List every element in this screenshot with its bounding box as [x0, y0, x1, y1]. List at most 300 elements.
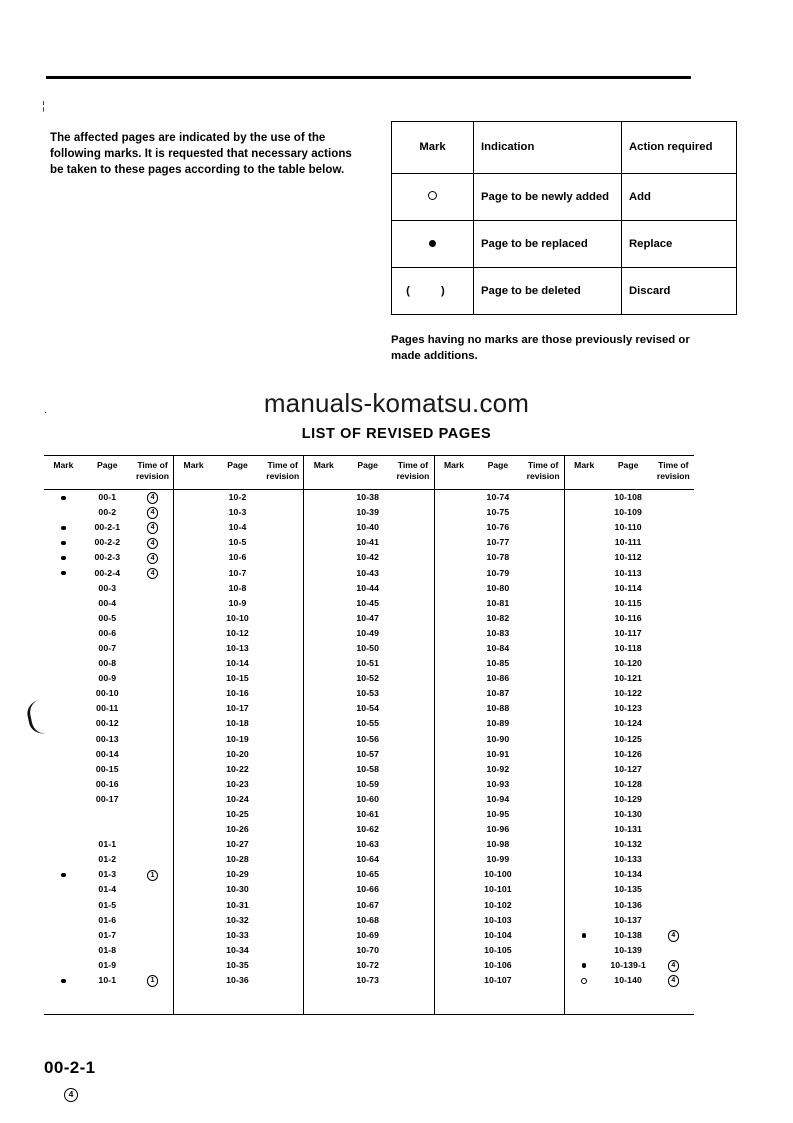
- row-revision-time: [132, 537, 173, 550]
- table-row: [304, 928, 433, 943]
- row-page-number: 00-11: [96, 703, 119, 714]
- table-row: [44, 762, 173, 777]
- table-row: [174, 958, 303, 973]
- row-page-number: 10-61: [356, 809, 380, 820]
- legend-row-add: [392, 174, 737, 221]
- row-page-number: 10-56: [356, 733, 380, 744]
- row-page-number: 10-73: [356, 975, 380, 986]
- table-row: [174, 671, 303, 686]
- row-revision-time: [132, 552, 173, 565]
- row-page-number: 10-32: [226, 914, 249, 925]
- row-page-number: 10-45: [356, 597, 380, 608]
- column-header-time: Time of revision: [136, 460, 169, 481]
- row-revision-time: [132, 521, 173, 534]
- table-row: [174, 581, 303, 596]
- table-row: [304, 777, 433, 792]
- table-row: [304, 656, 433, 671]
- footer-page-number: 00-2-1: [44, 1058, 96, 1077]
- table-row: [304, 716, 433, 731]
- filled-circle-icon: [61, 873, 66, 878]
- table-row: [44, 626, 173, 641]
- filled-circle-icon: [582, 933, 587, 938]
- table-row: [174, 882, 303, 897]
- table-row: [174, 505, 303, 520]
- table-row: [44, 505, 173, 520]
- row-page-number: 00-2-2: [94, 537, 121, 548]
- row-page-number: 00-8: [98, 658, 117, 669]
- table-row: [565, 958, 694, 973]
- row-page-number: 10-19: [226, 733, 249, 744]
- table-row: [174, 626, 303, 641]
- table-row: [435, 701, 564, 716]
- table-row: [565, 716, 694, 731]
- table-row: [174, 490, 303, 505]
- table-row: [565, 822, 694, 837]
- table-row: [44, 943, 173, 958]
- legend-action-replace: Replace: [622, 221, 737, 268]
- row-page-number: 10-106: [484, 959, 512, 970]
- row-page-number: 10-113: [614, 567, 642, 578]
- table-row: [435, 792, 564, 807]
- table-row: [565, 792, 694, 807]
- row-page-number: 01-6: [98, 914, 117, 925]
- table-row: [565, 852, 694, 867]
- row-page-number: 10-125: [614, 733, 642, 744]
- table-row: [304, 898, 433, 913]
- row-page-number: 10-94: [486, 793, 510, 804]
- row-page-number: 10-31: [226, 899, 249, 910]
- row-page-number: 10-90: [486, 733, 510, 744]
- open-circle-icon: [428, 191, 437, 200]
- row-page-number: 10-44: [356, 582, 380, 593]
- row-page-number: 10-67: [356, 899, 380, 910]
- row-page-number: 10-27: [226, 839, 249, 850]
- row-page-number: 10-78: [486, 552, 510, 563]
- revision-circle-icon: 4: [64, 1088, 78, 1102]
- table-row: [44, 898, 173, 913]
- row-page-number: 01-9: [98, 959, 117, 970]
- row-page-number: 10-4: [228, 522, 247, 533]
- row-page-number: 10-7: [228, 567, 247, 578]
- row-page-number: 10-138: [614, 929, 642, 940]
- table-row: [565, 596, 694, 611]
- legend-header-row: [392, 122, 737, 174]
- table-row: [565, 913, 694, 928]
- page-title: LIST OF REVISED PAGES: [301, 426, 492, 442]
- table-row: [44, 837, 173, 852]
- row-page-number: 00-10: [95, 688, 119, 699]
- table-row: [565, 928, 694, 943]
- table-row: [565, 943, 694, 958]
- table-row: [304, 626, 433, 641]
- table-row: [174, 550, 303, 565]
- open-circle-icon: [581, 978, 588, 985]
- row-page-number: 10-131: [614, 824, 642, 835]
- row-page-number: 10-77: [486, 537, 510, 548]
- table-row: [304, 520, 433, 535]
- row-revision-time: [653, 974, 694, 987]
- row-page-number: 10-74: [486, 492, 510, 503]
- table-row: [44, 792, 173, 807]
- table-row: [174, 837, 303, 852]
- table-row: [565, 626, 694, 641]
- row-page-number: 10-124: [614, 718, 642, 729]
- table-row: [565, 656, 694, 671]
- table-row: [435, 641, 564, 656]
- table-row: [565, 777, 694, 792]
- table-row: [435, 611, 564, 626]
- table-row: [435, 928, 564, 943]
- row-page-number: 10-81: [486, 597, 510, 608]
- column-header-time: Time of revision: [656, 460, 690, 481]
- table-row: [304, 535, 433, 550]
- row-page-number: 10-88: [486, 703, 510, 714]
- row-page-number: 10-18: [226, 718, 249, 729]
- row-page-number: 00-5: [98, 612, 117, 623]
- table-row: [435, 565, 564, 580]
- table-row: [174, 535, 303, 550]
- row-page-number: 00-14: [95, 748, 119, 759]
- row-page-number: 10-126: [614, 748, 642, 759]
- row-page-number: 10-100: [484, 869, 512, 880]
- table-row: [174, 701, 303, 716]
- table-row: [44, 882, 173, 897]
- row-mark: [44, 552, 83, 563]
- column-header-row: [44, 456, 173, 490]
- row-page-number: 10-79: [486, 567, 510, 578]
- row-page-number: 10-114: [614, 582, 642, 593]
- table-row: [304, 671, 433, 686]
- table-row: [44, 686, 173, 701]
- row-revision-time: [132, 567, 173, 580]
- row-page-number: 10-5: [228, 537, 247, 548]
- table-row: [304, 973, 433, 988]
- row-page-number: 10-132: [614, 839, 642, 850]
- column-header-mark: Mark: [313, 460, 334, 470]
- row-page-number: 10-62: [356, 824, 380, 835]
- revision-circle-icon: 4: [147, 538, 159, 550]
- row-page-number: 10-83: [486, 627, 510, 638]
- row-page-number: 10-17: [226, 703, 249, 714]
- revised-pages-column: [44, 456, 174, 1014]
- table-row: [304, 913, 433, 928]
- table-row: [565, 807, 694, 822]
- row-page-number: 10-86: [486, 673, 510, 684]
- table-row: [174, 777, 303, 792]
- row-page-number: 10-1: [98, 975, 117, 986]
- row-page-number: 10-54: [356, 703, 380, 714]
- table-row: [304, 792, 433, 807]
- row-page-number: 10-6: [228, 552, 247, 563]
- row-page-number: 10-29: [226, 869, 249, 880]
- row-page-number: 10-42: [356, 552, 380, 563]
- table-row: [435, 596, 564, 611]
- table-row: [565, 581, 694, 596]
- row-page-number: 10-139: [614, 944, 642, 955]
- column-header-page: Page: [357, 460, 378, 470]
- row-page-number: 10-57: [356, 748, 380, 759]
- table-row: [44, 852, 173, 867]
- column-header-page: Page: [227, 460, 248, 470]
- table-row: [435, 913, 564, 928]
- table-row: [174, 928, 303, 943]
- table-row: [435, 882, 564, 897]
- intro-paragraph: The affected pages are indicated by the use of the following marks. It is requested that necessary actions be taken to these pages according to the table below.: [50, 131, 352, 176]
- table-row: [44, 716, 173, 731]
- filled-circle-icon: [61, 571, 66, 576]
- table-row: [435, 716, 564, 731]
- table-row: [174, 656, 303, 671]
- filled-circle-icon: [61, 979, 66, 984]
- table-row: [44, 656, 173, 671]
- table-row: [304, 701, 433, 716]
- row-page-number: 10-16: [226, 688, 249, 699]
- row-page-number: 00-2-4: [94, 567, 121, 578]
- row-page-number: 10-139-1: [610, 959, 646, 970]
- table-row: [565, 641, 694, 656]
- filled-circle-icon: [61, 556, 66, 561]
- row-revision-time: [132, 491, 173, 504]
- table-row: [44, 822, 173, 837]
- revision-circle-icon: 4: [668, 930, 680, 942]
- table-row: [44, 565, 173, 580]
- row-page-number: 10-26: [226, 824, 249, 835]
- table-row: [565, 747, 694, 762]
- filled-circle-icon: [61, 526, 66, 531]
- header-rule: [46, 76, 691, 79]
- table-row: [304, 565, 433, 580]
- table-row: [44, 777, 173, 792]
- row-page-number: 10-13: [226, 642, 249, 653]
- footer-revision: [64, 1084, 78, 1102]
- row-page-number: 00-4: [98, 597, 117, 608]
- row-page-number: 10-134: [614, 869, 642, 880]
- table-row: [435, 550, 564, 565]
- legend-action-discard: Discard: [622, 268, 737, 315]
- table-row: [174, 565, 303, 580]
- table-row: [565, 565, 694, 580]
- table-row: [174, 716, 303, 731]
- table-row: [174, 611, 303, 626]
- row-page-number: 10-128: [614, 778, 642, 789]
- table-row: [435, 490, 564, 505]
- row-page-number: 10-60: [356, 793, 380, 804]
- row-page-number: 10-111: [614, 537, 642, 548]
- revision-circle-icon: 4: [147, 568, 159, 580]
- row-page-number: 10-136: [614, 899, 642, 910]
- row-page-number: 00-16: [95, 778, 119, 789]
- row-page-number: 10-80: [486, 582, 510, 593]
- table-row: [304, 762, 433, 777]
- parentheses-icon: ( ): [392, 268, 474, 315]
- row-page-number: 10-82: [486, 612, 510, 623]
- revised-pages-column: [174, 456, 304, 1014]
- filled-circle-icon: [582, 963, 587, 968]
- row-page-number: 10-66: [356, 884, 380, 895]
- table-row: [565, 671, 694, 686]
- row-page-number: 00-1: [98, 492, 117, 503]
- table-row: [304, 852, 433, 867]
- table-row: [435, 732, 564, 747]
- table-row: [435, 973, 564, 988]
- row-page-number: 10-130: [614, 809, 642, 820]
- row-page-number: 00-9: [98, 673, 117, 684]
- table-row: [174, 852, 303, 867]
- row-page-number: 10-84: [486, 642, 510, 653]
- revision-circle-icon: 4: [147, 553, 159, 565]
- table-row: [44, 520, 173, 535]
- table-row: [435, 867, 564, 882]
- row-page-number: 01-1: [98, 839, 117, 850]
- row-page-number: 10-93: [486, 778, 510, 789]
- row-page-number: 10-109: [614, 507, 642, 518]
- table-row: [44, 928, 173, 943]
- row-page-number: 10-43: [356, 567, 380, 578]
- table-row: [304, 686, 433, 701]
- table-row: [44, 701, 173, 716]
- table-row: [304, 747, 433, 762]
- row-page-number: 10-34: [226, 944, 249, 955]
- row-page-number: 00-6: [98, 627, 117, 638]
- table-row: [435, 837, 564, 852]
- legend-indication-discard: Page to be deleted: [474, 268, 622, 315]
- row-page-number: 10-15: [226, 673, 249, 684]
- table-row: [435, 747, 564, 762]
- row-page-number: 10-70: [356, 944, 380, 955]
- row-page-number: 00-3: [98, 582, 117, 593]
- row-page-number: 10-9: [228, 597, 247, 608]
- row-page-number: 10-112: [614, 552, 642, 563]
- table-row: [44, 747, 173, 762]
- row-page-number: 10-127: [614, 763, 642, 774]
- table-row: [44, 913, 173, 928]
- table-row: [435, 807, 564, 822]
- table-row: [435, 943, 564, 958]
- table-row: [435, 505, 564, 520]
- table-row: [174, 867, 303, 882]
- table-row: [435, 686, 564, 701]
- row-page-number: 00-2-3: [94, 552, 121, 563]
- table-row: [304, 611, 433, 626]
- row-mark: [44, 568, 83, 579]
- table-row: [304, 943, 433, 958]
- column-header-page: Page: [617, 460, 639, 470]
- row-page-number: 10-55: [356, 718, 380, 729]
- row-page-number: 10-92: [486, 763, 510, 774]
- table-row: [435, 852, 564, 867]
- row-page-number: 10-137: [614, 914, 642, 925]
- row-page-number: 10-85: [486, 658, 510, 669]
- legend-header-indication: Indication: [474, 122, 622, 174]
- row-page-number: 01-2: [98, 854, 117, 865]
- row-page-number: 10-22: [226, 763, 249, 774]
- table-row: [174, 732, 303, 747]
- table-row: [174, 898, 303, 913]
- legend-mark-cell: [392, 174, 474, 221]
- row-page-number: 10-8: [228, 582, 247, 593]
- table-row: [565, 550, 694, 565]
- row-revision-time: [132, 506, 173, 519]
- row-page-number: 10-75: [486, 507, 510, 518]
- row-page-number: 10-135: [614, 884, 642, 895]
- column-header-mark: Mark: [574, 460, 595, 470]
- table-row: [174, 641, 303, 656]
- row-page-number: 10-63: [356, 839, 380, 850]
- revision-circle-icon: 4: [147, 507, 159, 519]
- table-row: [44, 973, 173, 988]
- row-mark: [565, 960, 604, 971]
- legend-indication-replace: Page to be replaced: [474, 221, 622, 268]
- row-mark: [565, 930, 604, 941]
- revision-circle-icon: 4: [147, 492, 159, 504]
- table-row: [44, 807, 173, 822]
- column-header-page: Page: [97, 460, 118, 470]
- column-header-time: Time of revision: [266, 460, 300, 481]
- column-header-row: [435, 456, 564, 490]
- table-row: [435, 958, 564, 973]
- table-row: [565, 882, 694, 897]
- row-page-number: 00-12: [95, 718, 119, 729]
- column-header-row: [174, 456, 303, 490]
- revision-circle-icon: 4: [147, 522, 159, 534]
- table-row: [174, 973, 303, 988]
- table-row: [565, 898, 694, 913]
- row-page-number: 10-108: [614, 492, 642, 503]
- table-row: [304, 550, 433, 565]
- table-row: [44, 611, 173, 626]
- row-page-number: 10-123: [614, 703, 642, 714]
- table-row: [44, 550, 173, 565]
- row-page-number: 10-117: [614, 627, 642, 638]
- row-page-number: 10-87: [486, 688, 510, 699]
- row-page-number: 10-107: [484, 975, 512, 986]
- mark-legend-table: [391, 121, 737, 315]
- revised-pages-column: [304, 456, 434, 1014]
- row-page-number: 10-41: [356, 537, 380, 548]
- table-row: [565, 701, 694, 716]
- table-row: [435, 520, 564, 535]
- column-header-page: Page: [487, 460, 509, 470]
- table-row: [44, 581, 173, 596]
- legend-header-mark: Mark: [392, 122, 474, 174]
- row-page-number: 01-8: [98, 944, 117, 955]
- filled-circle-icon: [429, 240, 436, 247]
- row-page-number: 10-33: [226, 929, 249, 940]
- row-page-number: 10-101: [484, 884, 512, 895]
- table-row: [304, 505, 433, 520]
- row-page-number: 01-7: [98, 929, 117, 940]
- table-row: [44, 671, 173, 686]
- row-mark: [44, 869, 83, 880]
- row-page-number: 10-103: [484, 914, 512, 925]
- row-page-number: 10-25: [226, 809, 249, 820]
- table-row: [44, 867, 173, 882]
- row-page-number: 10-30: [226, 884, 249, 895]
- table-row: [44, 958, 173, 973]
- table-row: [565, 867, 694, 882]
- row-page-number: 10-52: [356, 673, 380, 684]
- legend-action-add: Add: [622, 174, 737, 221]
- table-row: [565, 686, 694, 701]
- row-page-number: 00-17: [95, 793, 119, 804]
- table-row: [565, 837, 694, 852]
- row-page-number: 10-105: [484, 944, 512, 955]
- legend-row-replace: [392, 221, 737, 268]
- legend-mark-cell: [392, 221, 474, 268]
- row-mark: [44, 492, 83, 503]
- table-row: [174, 762, 303, 777]
- row-page-number: 10-69: [356, 929, 380, 940]
